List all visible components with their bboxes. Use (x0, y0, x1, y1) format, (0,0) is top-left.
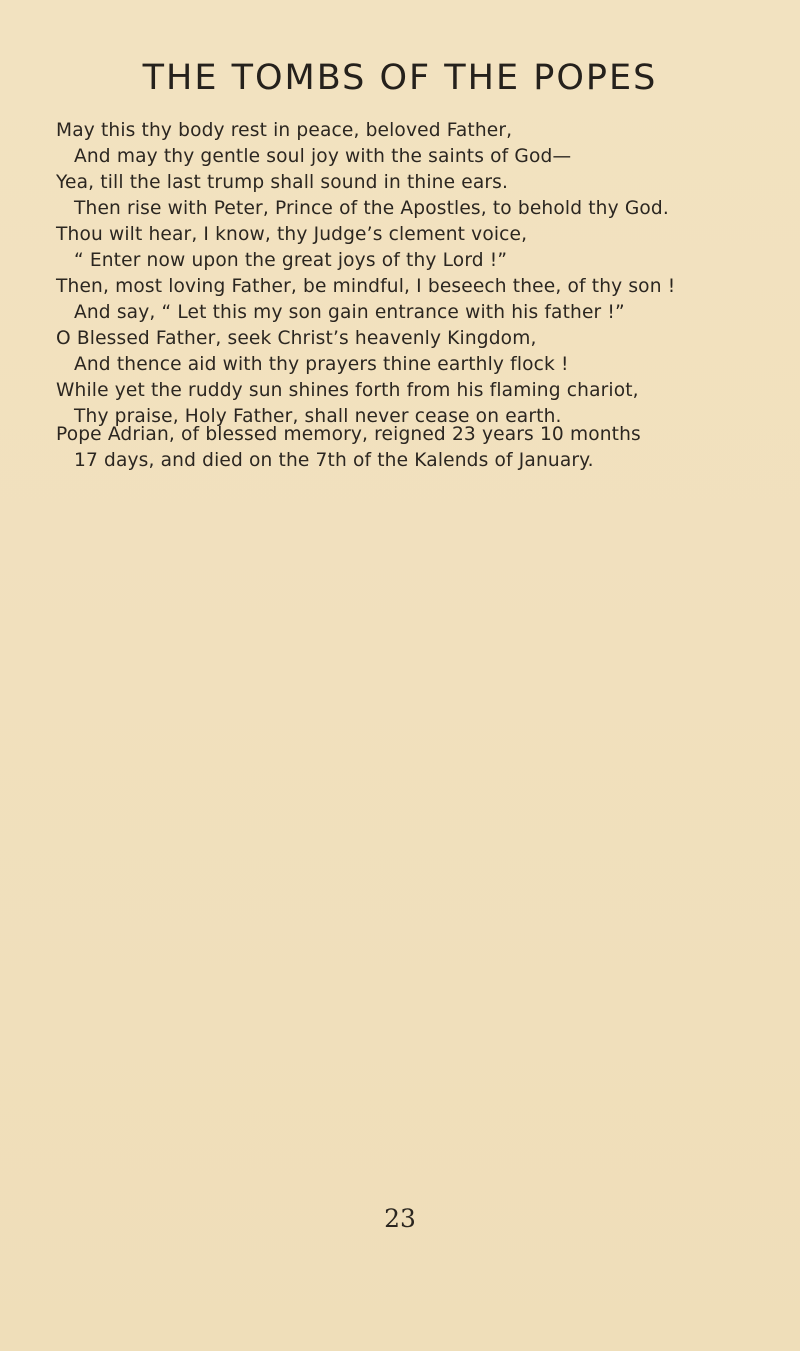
poem-line: Thy praise, Holy Father, shall never cease on earth. (74, 406, 562, 427)
poem-line: Thou wilt hear, I know, thy Judge’s clement voice, (56, 224, 528, 245)
poem-line: Then rise with Peter, Prince of the Apostles, to behold thy God. (74, 198, 669, 219)
poem-line: “ Enter now upon the great joys of thy Lord !” (74, 250, 508, 271)
epitaph-poem (56, 118, 756, 430)
note-line: 17 days, and died on the 7th of the Kalends of January. (74, 450, 594, 471)
poem-line: And thence aid with thy prayers thine earthly flock ! (74, 354, 569, 375)
poem-line: While yet the ruddy sun shines forth from his flaming chariot, (56, 380, 639, 401)
page-number: 23 (384, 1204, 416, 1233)
poem-line: Then, most loving Father, be mindful, I beseech thee, of thy son ! (56, 276, 676, 297)
note-line: Pope Adrian, of blessed memory, reigned 23 years 10 months (56, 424, 641, 445)
running-title: THE TOMBS OF THE POPES (142, 58, 658, 98)
poem-line: O Blessed Father, seek Christ’s heavenly Kingdom, (56, 328, 537, 349)
poem-line: And say, “ Let this my son gain entrance with his father !” (74, 302, 625, 323)
poem-line: May this thy body rest in peace, beloved Father, (56, 120, 513, 141)
reign-note (56, 422, 756, 474)
poem-line: And may thy gentle soul joy with the saints of God— (74, 146, 572, 167)
poem-line: Yea, till the last trump shall sound in thine ears. (56, 172, 509, 193)
